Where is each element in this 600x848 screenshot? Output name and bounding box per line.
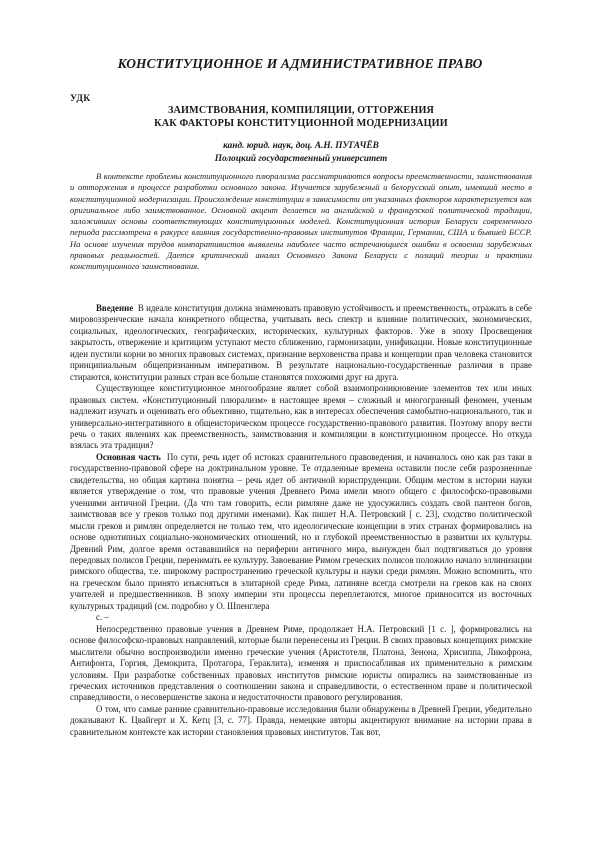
author-affiliation: Полоцкий государственный университет <box>214 153 388 164</box>
section-main-paragraph-2: Непосредственно правовые учения в Древнем Риме, продолжает Н.А. Петровский [1 с. ], формировались на основе философско-правовых направлений, которые были перенесены из Греции. В своих правовых концепциях римские мыслители обычно воспроизводили именно греческие учения (Аристотеля, Платона, Зенона, Хрисиппа, Ликофрона, Антифонта, Горгия, Демокрита, Протагора, Гераклита), изменяя и приспосабливая их применительно к римским условиям. При разработке собственных правовых институтов римские юристы опирались на заимствованные из греческих источников представления о соотношении закона и справедливости, о естественном праве и политической справедливости, о несовершенстве закона и недостаточности правового регулирования. <box>70 623 532 703</box>
article-title <box>66 104 536 130</box>
main-paragraph-1-text: По сути, речь идет об истоках сравнительного правоведения, и начиналось оно как раз таки в государственно-правовой сфере на доктринальном уровне. Те отдаленные времена оставили после себя разрозненные свидетельства, но общая картина понятна – речь идет об античной юриспруденции. Общим местом в истории науки является утверждение о том, что правовые учения Древнего Рима имели много общего с философско-правовыми учениями античной Греции. (Да что там говорить, если римляне даже не удосужились создать свой пантеон богов, заимствовав все у греков только под другими именами). Как пишет Н.А. Петровский [ с. 23], сходство политической мысли греков и римлян определяется не только тем, что идеологические концепции в этих странах формировались на основе однотипных социально-экономических отношений, но и глубокой преемственностью в развитии их культуры. Древний Рим, долгое время остававшийся на периферии античного мира, вынужден был подтягиваться до уровня передовых полисов Греции, перенимать ее культуру. Завоевание Римом греческих полисов положило начало эллинизации римского общества, т.е. широкому распространению греческой культуры и науки среди римлян. Можно вспомнить, что на греческом было принято изъясняться в элитарной среде Рима, латиняне всегда смотрели на греков как на своих учителей и предшественников. В эпоху империи эти процессы переплетаются, многое привносится из восточных культурных традиций (см. подробно у О. Шпенглера <box>70 451 532 611</box>
udk-text: УДК <box>70 93 91 104</box>
article-title-line-1: ЗАИМСТВОВАНИЯ, КОМПИЛЯЦИИ, ОТТОРЖЕНИЯ <box>167 105 435 116</box>
orphan-citation-line: с. – <box>96 612 109 623</box>
byline <box>66 140 536 165</box>
section-introduction-paragraph-2: Существующее конституционное многообразие являет собой взаимопроникновение элементов тех или иных правовых систем. «Конституционный плюрализм» в настоящее время – сложный и многогранный феномен, ученым надлежит изучать и оценивать его объективно, тщательно, как в интересах обеспечения самобытно-национального, так и универсально-интегративного в общеисторическом процессе государственно-правового развития. Поэтому впору вести речь о таких явлениях как преемственность, заимствования и компиляции в конституционном процессе. Но откуда взялась эта традиция? <box>70 383 532 451</box>
abstract-text: В контексте проблемы конституционного плюрализма рассматриваются вопросы преемственности, заимствования и отторжения в процессе разработки основного закона. Изучается зарубежный и белорусский опыт, имевший место в конституционной модернизации. Происхождение конституции в зависимости от указанных факторов характеризуется как оригинальное либо заимствованное. Основной акцент делается на английской и французской политической традиции, заложивших основы соответствующих конституционных моделей. Конституционная история Беларуси современного периода рассмотрена в ракурсе влияния государственно-правовых институтов Франции, Германии, США и бывшей БССР. На основе изучения трудов компаративистов выявлены наиболее часто встречающиеся ошибки в освоении зарубежных правовых реальностей. Дается критический анализ Основного Закона Беларуси с позиций теории и практики конституционного заимствования. <box>70 171 532 272</box>
introduction-paragraph-1-text: В идеале конституция должна знаменовать правовую устойчивость и преемственность, отражать в себе мировоззренческие начала конкретного общества, учитывать весь спектр и влияние политических, экономических, социальных, идеологических, географических, исторических, культурных факторов. Уже в эпоху Просвещения закрытость, отвержение и критицизм уступают место сближению, гармонизации, унификации. Новые конституционные идеи пустили корни во многих правовых системах, признание верховенства права и концепции прав человека становится принципиальным общепризнанным императивом. В результате национально-государственные различия в праве стираются, конституции разных стран все больше становятся похожими друг на друга. <box>70 303 532 382</box>
section-main-paragraph-3: О том, что самые ранние сравнительно-правовые исследования были обнаружены в Древней Греции, убедительно доказывают К. Цвайгерт и Х. Кетц [3, с. 77]. Правда, немецкие авторы акцентируют внимание на истории права в сравнительном контексте как истории становления правовых институтов. Так вот, <box>70 703 532 737</box>
section-main-paragraph-1 <box>70 452 532 612</box>
section-introduction-paragraph-1 <box>70 303 532 383</box>
section-heading-introduction: Введение <box>96 303 138 313</box>
article-title-line-2: КАК ФАКТОРЫ КОНСТИТУЦИОННОЙ МОДЕРНИЗАЦИИ <box>154 118 448 130</box>
abstract <box>70 171 532 273</box>
article-body <box>70 303 532 738</box>
author-name: канд. юрид. наук, доц. А.Н. ПУГАЧЁВ <box>223 141 379 151</box>
running-header <box>0 55 600 73</box>
section-heading-main-part: Основная часть <box>96 451 167 462</box>
running-header-text: КОНСТИТУЦИОННОЕ И АДМИНИСТРАТИВНОЕ ПРАВО <box>117 56 483 71</box>
